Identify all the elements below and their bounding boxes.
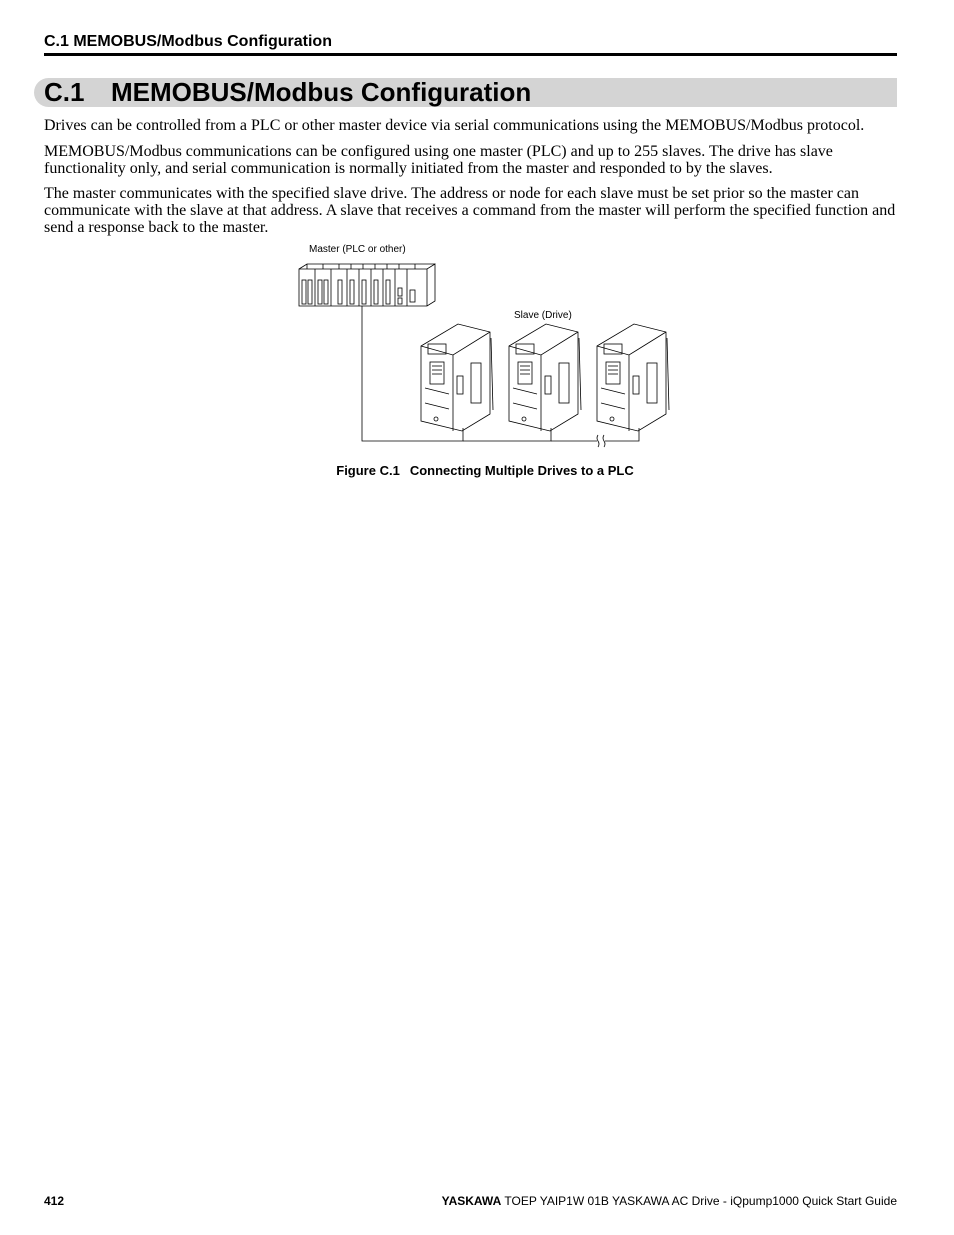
footer-doc-info bbox=[442, 1194, 897, 1208]
section-number: C.1 bbox=[44, 77, 85, 107]
footer-brand: YASKAWA bbox=[441, 1194, 502, 1208]
footer-doc-title: TOEP YAIP1W 01B YASKAWA AC Drive - iQpump1000 Quick Start Guide bbox=[504, 1194, 897, 1208]
figure-caption bbox=[0, 463, 954, 478]
figure-caption-text: Connecting Multiple Drives to a PLC bbox=[409, 463, 634, 478]
section-title bbox=[44, 77, 531, 108]
running-title: C.1 MEMOBUS/Modbus Configuration bbox=[44, 33, 332, 50]
paragraph-addressing: The master communicates with the specified slave drive. The address or node for each slave must be set prior so the master can communicate with the slave at that address. A slave that receives a command from the master will perform the specified function and send a response back to the master. bbox=[44, 185, 896, 236]
header-rule bbox=[44, 53, 897, 56]
page-number: 412 bbox=[44, 1194, 65, 1208]
section-title-text: MEMOBUS/Modbus Configuration bbox=[111, 77, 532, 107]
diagram-graphic bbox=[295, 238, 685, 458]
drive-2-icon bbox=[509, 324, 581, 431]
paragraph-configuration: MEMOBUS/Modbus communications can be configured using one master (PLC) and up to 255 slaves. The drive has slave functionality only, and serial communication is normally initiated from the master and responded to by the slaves. bbox=[44, 143, 833, 177]
paragraph-intro: Drives can be controlled from a PLC or other master device via serial communications using the MEMOBUS/Modbus protocol. bbox=[44, 117, 865, 134]
slave-label: Slave (Drive) bbox=[514, 310, 572, 321]
drive-1-icon bbox=[421, 324, 493, 431]
network-diagram bbox=[295, 238, 685, 458]
master-label: Master (PLC or other) bbox=[309, 244, 406, 255]
drive-3-icon bbox=[597, 324, 669, 431]
figure-caption-number: Figure C.1 bbox=[336, 463, 400, 478]
plc-rack-icon bbox=[299, 264, 435, 306]
